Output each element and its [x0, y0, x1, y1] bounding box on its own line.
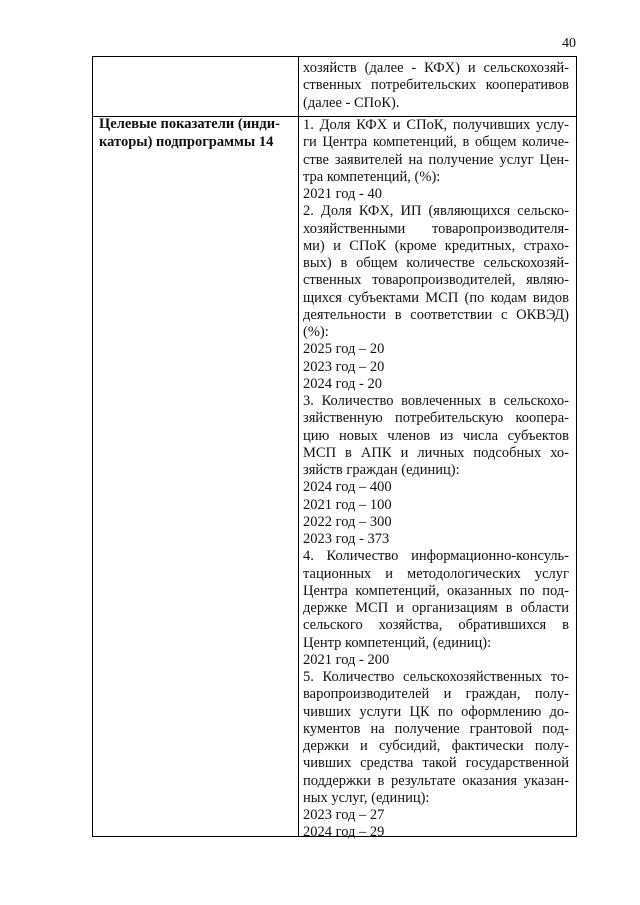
indicator-line: тра компетенций, (%): — [303, 168, 441, 185]
indicator-line: вых) в общем количестве сельскохозяй- — [303, 255, 569, 271]
indicator-line: зяйственную потребительскую коопера- — [303, 410, 569, 427]
indicator-line: ми) и СПоК (кроме кредитных, страхо- — [303, 237, 569, 254]
row-label-line: каторы) подпрограммы 14 — [99, 134, 274, 150]
indicator-line: варопроизводителей и граждан, полу- — [303, 686, 569, 703]
indicator-line: 2021 год – 100 — [303, 496, 392, 513]
indicator-line: 2022 год – 300 — [303, 513, 392, 530]
indicator-line: Центра компетенций, оказанных по под- — [303, 582, 569, 599]
indicator-line: стве заявителей на получение услуг Цен- — [303, 151, 569, 168]
indicator-line: чивших средства такой государственной — [303, 755, 569, 772]
indicator-line: Центр компетенций, (единиц): — [303, 634, 492, 651]
indicator-line: держке МСП и организациям в области — [303, 600, 569, 616]
indicator-line: 2024 год – 29 — [303, 824, 385, 841]
indicator-line: чивших услуги ЦК по оформлению до- — [303, 703, 569, 720]
indicator-line: щихся субъектами МСП (по кодам видов — [303, 289, 569, 306]
indicator-line: 5. Количество сельскохозяйственных то- — [303, 669, 569, 685]
indicator-line: 2023 год – 20 — [303, 358, 385, 375]
continuation-line: хозяйств (далее - КФХ) и сельскохозяй- — [303, 60, 569, 76]
indicator-line: 2024 год – 400 — [303, 479, 392, 496]
program-table — [92, 56, 577, 841]
indicator-line: сельского хозяйства, обратившихся в — [303, 617, 569, 634]
indicator-line: кументов на получение грантовой под- — [303, 720, 569, 737]
continuation-line: ственных потребительских кооперативов — [303, 77, 569, 94]
indicator-line: 2023 год - 373 — [303, 531, 390, 547]
indicator-line: держки и субсидий, фактически полу- — [303, 738, 569, 754]
indicator-line: деятельности в соответствии с ОКВЭД) — [303, 306, 569, 323]
indicator-line: 2021 год - 200 — [303, 651, 390, 668]
indicator-line: ных услуг, (единиц): — [303, 789, 430, 806]
indicator-line: зяйств граждан (единиц): — [303, 462, 460, 478]
indicator-line: 2025 год – 20 — [303, 341, 385, 358]
indicator-line: 2024 год - 20 — [303, 375, 382, 392]
indicator-line: 2023 год – 27 — [303, 807, 385, 823]
indicator-line: (%): — [303, 324, 329, 340]
indicator-line: 2. Доля КФХ, ИП (являющихся сельско- — [303, 203, 569, 220]
indicator-line: 1. Доля КФХ и СПоК, получивших услу- — [303, 117, 569, 133]
page-number: 40 — [562, 36, 576, 51]
previous-row-continuation-text — [303, 60, 569, 112]
row-label-target-indicators — [99, 115, 291, 151]
indicator-line: цию новых членов из числа субъектов — [303, 427, 569, 444]
indicator-line: МСП в АПК и личных подсобных хо- — [303, 444, 569, 461]
indicator-line: 3. Количество вовлеченных в сельскохо- — [303, 393, 569, 409]
column-divider — [298, 57, 299, 836]
indicator-line: ственных товаропроизводителей, являю- — [303, 272, 569, 289]
indicator-line: 4. Количество информационно-консуль- — [303, 548, 569, 565]
continuation-line: (далее - СПоК). — [303, 94, 400, 111]
indicator-line: 2021 год - 40 — [303, 186, 382, 202]
indicator-line: поддержки в результате оказания указан- — [303, 772, 569, 789]
indicator-line: тационных и методологических услуг — [303, 565, 569, 582]
indicator-line: ги Центра компетенций, в общем количе- — [303, 134, 569, 151]
row-label-line: Целевые показатели (инди- — [99, 116, 280, 132]
target-indicators-text — [303, 117, 569, 842]
indicator-line: хозяйственными товаропроизводителя- — [303, 220, 569, 237]
